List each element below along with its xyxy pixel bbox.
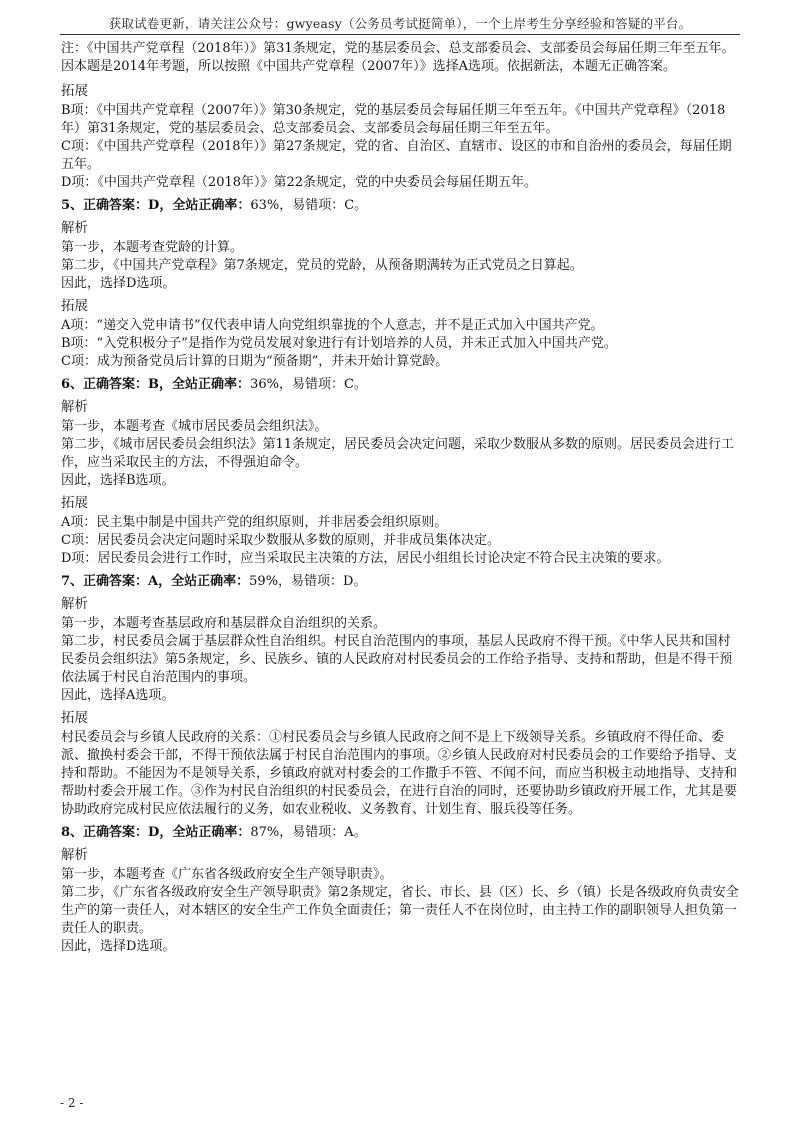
q4-extension [61, 102, 741, 192]
q8-analysis-heading: 解析 [61, 847, 88, 863]
q4-ext-d: D项：《中国共产党章程（2018年）》第22条规定，党的中央委员会每届任期五年。 [61, 175, 538, 190]
q6-analysis-heading: 解析 [61, 399, 88, 415]
q5-step2: 第二步，《中国共产党章程》第7条规定，党员的党龄，从预备期满转为正式党员之日算起。 [61, 258, 583, 273]
q5-ext-a: A项：“递交入党申请书”仅代表申请人向党组织靠拢的个人意志，并不是正式加入中国共产党。 [61, 318, 604, 333]
q7-ext-text: 村民委员会与乡镇人民政府的关系：①村民委员会与乡镇人民政府之间不是上下级领导关系。乡镇政府不得任命、委派、撤换村委会干部，不得干预依法属于村民自治范围内的事项。②乡镇人民政府对村民委员会的工作要给予指导、支持和帮助。不能因为不是领导关系，乡镇政府就对村委会的工作撒手不管、不闻不问，而应当积极主动地指导、支持和帮助村委会开展工作。③作为村民自治组织的村民委员会，在进行自治的同时，还要协助乡镇政府开展工作，尤其是要协助政府完成村民应依法履行的义务，如农业税收、义务教育、计划生育、服兵役等任务。 [61, 730, 738, 817]
note-paragraph: 注：《中国共产党章程（2018年）》第31条规定，党的基层委员会、总支部委员会、支部委员会每届任期三年至五年。因本题是2014年考题，所以按照《中国共产党章程（2007年）》选择A选项。依据新法，本题无正确答案。 [61, 41, 735, 74]
q8-step2: 第二步，《广东省各级政府安全生产领导职责》第2条规定，省长、市长、县（区）长、乡（镇）长是各级政府负责安全生产的第一责任人，对本辖区的安全生产工作负全面责任；第一责任人不在岗位时，由主持工作的副职领导人担负第一责任人的职责。 [61, 885, 739, 936]
q8-analysis [61, 866, 741, 956]
q6-ext-d: D项：居民委员会进行工作时，应当采取民主决策的方法，居民小组组长讨论决定不符合民主决策的要求。 [61, 551, 670, 566]
q7-analysis-heading: 解析 [61, 596, 88, 612]
q5-answer-label: 5、正确答案： [61, 198, 149, 213]
q4-ext-b: B项：《中国共产党章程（2007年）》第30条规定，党的基层委员会每届任期三年至五年。《中国共产党章程》（2018年）第31条规定，党的基层委员会、总支部委员会、支部委员会每届任期三年至五年。 [61, 103, 726, 136]
q4-ext-c: C项：《中国共产党章程（2018年）》第27条规定，党的省、自治区、直辖市、设区的市和自治州的委员会，每届任期五年。 [61, 139, 732, 172]
q6-step1: 第一步，本题考查《城市居民委员会组织法》。 [61, 419, 328, 434]
q5-ext-c: C项：成为预备党员后计算的日期为“预备期”，并未开始计算党龄。 [61, 354, 449, 369]
document-body [61, 40, 741, 960]
q7-rate-label: 全站正确率： [171, 574, 250, 589]
q7-conclusion: 因此，选择A选项。 [61, 688, 175, 703]
q5-rate: 63%，易错项：C。 [250, 198, 368, 213]
q6-answer-label: 6、正确答案： [61, 377, 149, 392]
q8-rate-label: 全站正确率： [172, 825, 251, 840]
q6-analysis [61, 418, 741, 490]
q6-extension [61, 514, 741, 568]
q5-rate-label: 全站正确率： [172, 198, 251, 213]
q8-rate: 87%，易错项：A。 [250, 825, 367, 840]
q6-rate-label: 全站正确率： [172, 377, 251, 392]
q5-analysis-heading: 解析 [61, 220, 88, 236]
q6-ext-c: C项：居民委员会决定问题时采取少数服从多数的原则，并非成员集体决定。 [61, 533, 500, 548]
q7-step2: 第二步，村民委员会属于基层群众性自治组织。村民自治范围内的事项，基层人民政府不得干预。《中华人民共和国村民委员会组织法》第5条规定，乡、民族乡、镇的人民政府对村民委员会的工作给予指导、支持和帮助，但是不得干预依法属于村民自治范围内的事项。 [61, 634, 733, 685]
q5-analysis [61, 239, 741, 293]
q5-answer-line [61, 197, 741, 215]
header-divider [60, 34, 740, 35]
q5-extension-heading: 拓展 [61, 298, 88, 314]
page-header: 获取试卷更新，请关注公众号：gwyeasy（公务员考试挺简单），一个上岸考生分享经验和答疑的平台。 [108, 16, 692, 31]
q6-answer-line [61, 376, 741, 394]
q7-answer: A， [148, 574, 172, 589]
q7-analysis [61, 615, 741, 705]
q5-conclusion: 因此，选择D选项。 [61, 276, 176, 291]
q7-answer-label: 7、正确答案： [61, 574, 149, 589]
q7-extension [61, 729, 741, 819]
q5-extension [61, 317, 741, 371]
q8-conclusion: 因此，选择D选项。 [61, 939, 176, 954]
q5-step1: 第一步，本题考查党龄的计算。 [61, 240, 244, 255]
page-number: - 2 - [60, 1096, 84, 1110]
q7-rate: 59%，易错项：D。 [249, 574, 367, 589]
q7-answer-line [61, 573, 741, 591]
extension-heading: 拓展 [61, 83, 88, 99]
q6-extension-heading: 拓展 [61, 495, 88, 511]
q8-answer: D， [148, 825, 173, 840]
q5-ext-b: B项：“入党积极分子”是指作为党员发展对象进行有计划培养的人员，并未正式加入中国共产党。 [61, 336, 617, 351]
q7-extension-heading: 拓展 [61, 710, 88, 726]
q6-rate: 36%，易错项：C。 [250, 377, 367, 392]
q8-answer-label: 8、正确答案： [61, 825, 149, 840]
q6-answer: B， [148, 377, 173, 392]
q8-step1: 第一步，本题考查《广东省各级政府安全生产领导职责》。 [61, 867, 393, 882]
q5-answer: D， [148, 198, 173, 213]
q6-conclusion: 因此，选择B选项。 [61, 473, 175, 488]
q7-step1: 第一步，本题考查基层政府和基层群众自治组织的关系。 [61, 616, 387, 631]
q8-answer-line [61, 824, 741, 842]
q6-step2: 第二步，《城市居民委员会组织法》第11条规定，居民委员会决定问题，采取少数服从多数的原则。居民委员会进行工作，应当采取民主的方法，不得强迫命令。 [61, 437, 735, 470]
q6-ext-a: A项：民主集中制是中国共产党的组织原则，并非居委会组织原则。 [61, 515, 448, 530]
